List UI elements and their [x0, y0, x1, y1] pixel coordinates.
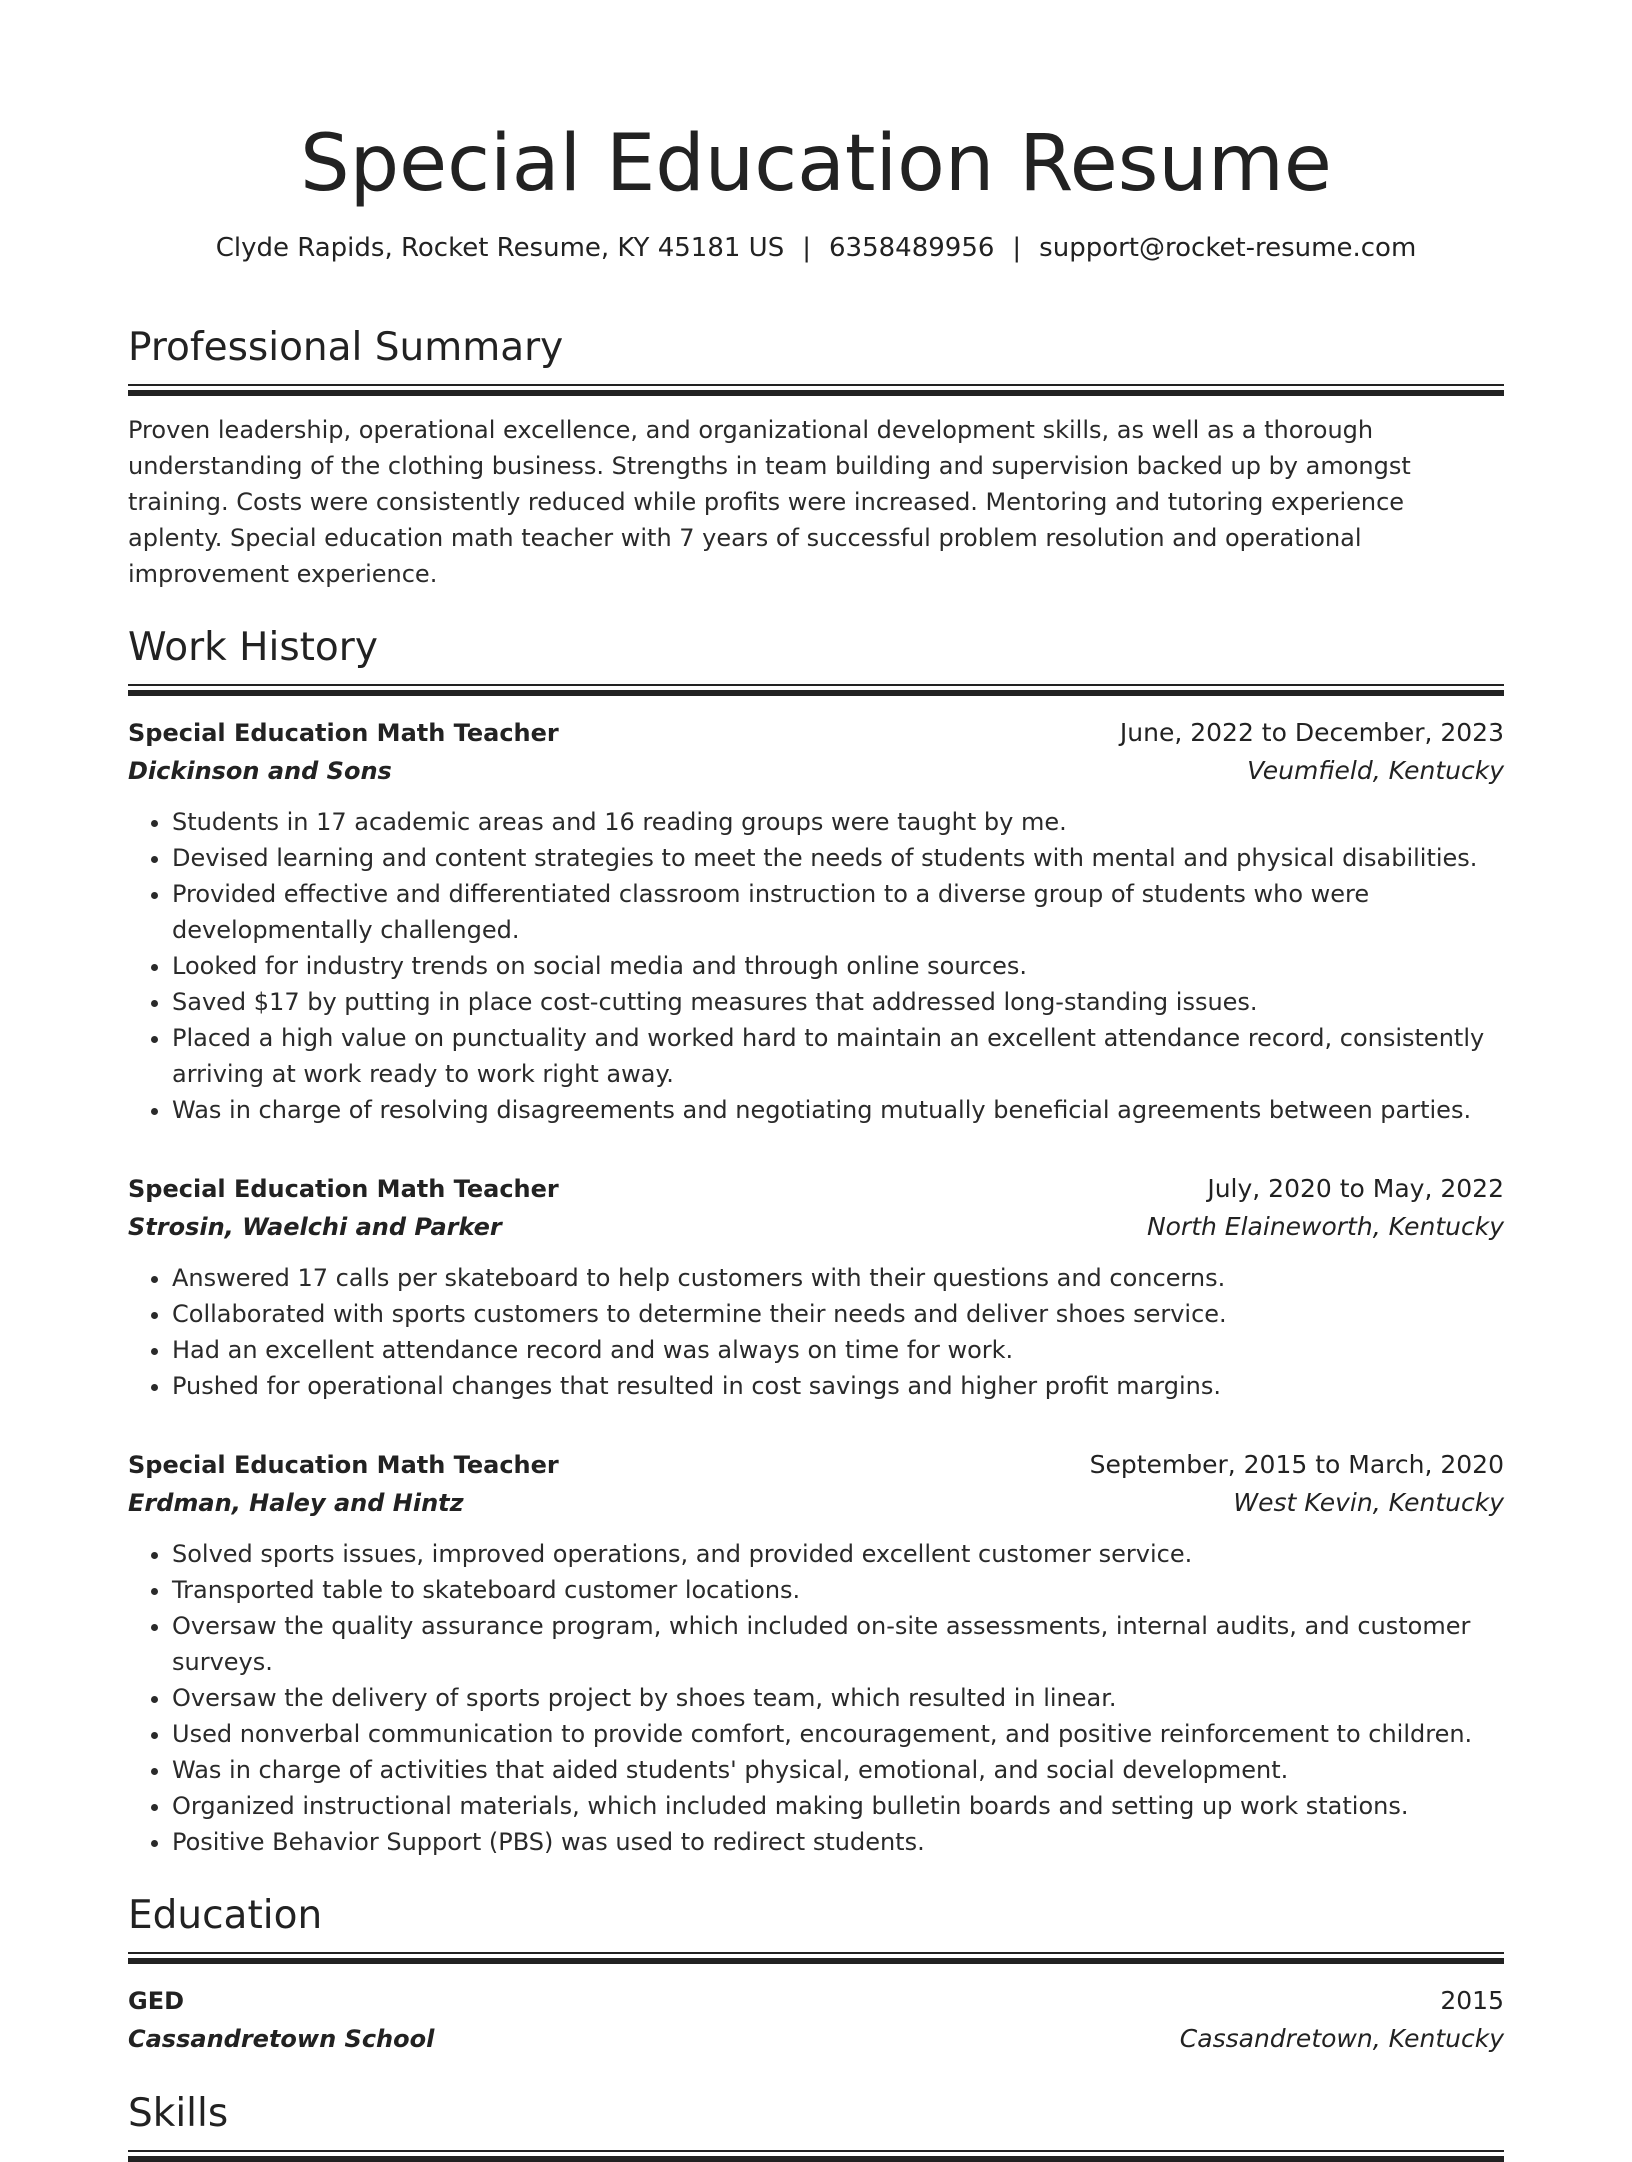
- job-company: Erdman, Haley and Hintz: [128, 1489, 464, 1517]
- resume-page: [128, 0, 1504, 2162]
- job-bullets: [128, 1260, 1504, 1404]
- summary-text: Proven leadership, operational excellence, and organizational development skills, as well as a thorough understanding of the clothing business. Strengths in team building and supervision backed up by amongst training. Costs were consistently reduced while profits were increased. Mentoring and tutoring experience aplenty. Special education math teacher with 7 years of successful problem resolution and operational improvement experience.: [128, 416, 1411, 588]
- list-item: • Collaborated with sports customers to determine their needs and deliver shoes service.: [172, 1296, 1504, 1332]
- job-title: Special Education Math Teacher: [128, 1175, 559, 1203]
- list-item: • Had an excellent attendance record and was always on time for work.: [172, 1332, 1504, 1368]
- job-location: North Elaineworth, Kentucky: [1146, 1212, 1504, 1241]
- job-company: Dickinson and Sons: [128, 757, 392, 785]
- resume-title: Special Education Resume: [300, 119, 1332, 209]
- job-bullets: [128, 804, 1504, 1128]
- list-item: • Placed a high value on punctuality and worked hard to maintain an excellent attendance record, consistently arriving at work ready to work right away.: [172, 1020, 1504, 1092]
- job-location: West Kevin, Kentucky: [1233, 1488, 1504, 1517]
- section-heading: Professional Summary: [128, 325, 564, 370]
- contact-phone: 6358489956: [828, 233, 995, 263]
- list-item: • Devised learning and content strategies to meet the needs of students with mental and physical disabilities.: [172, 840, 1504, 876]
- education-section: [128, 1890, 1504, 2058]
- list-item: • Saved $17 by putting in place cost-cutting measures that addressed long-standing issues.: [172, 984, 1504, 1020]
- list-item: • Was in charge of activities that aided students' physical, emotional, and social development.: [172, 1752, 1504, 1788]
- list-item: • Organized instructional materials, which included making bulletin boards and setting up work stations.: [172, 1788, 1504, 1824]
- job-location: Veumfield, Kentucky: [1247, 756, 1504, 785]
- education-degree: GED: [128, 1987, 185, 2015]
- section-heading: Work History: [128, 625, 378, 670]
- list-item: • Oversaw the delivery of sports project by shoes team, which resulted in linear.: [172, 1680, 1504, 1716]
- section-divider: [128, 384, 1504, 396]
- job-title: Special Education Math Teacher: [128, 1451, 559, 1479]
- education-school: Cassandretown School: [128, 2025, 435, 2053]
- contact-separator: |: [1012, 233, 1022, 263]
- education-location: Cassandretown, Kentucky: [1179, 2024, 1504, 2053]
- list-item: • Looked for industry trends on social media and through online sources.: [172, 948, 1504, 984]
- job-dates: July, 2020 to May, 2022: [1207, 1174, 1504, 1203]
- job-entry: [128, 1446, 1504, 1860]
- list-item: • Positive Behavior Support (PBS) was used to redirect students.: [172, 1824, 1504, 1860]
- contact-separator: |: [802, 233, 811, 263]
- section-divider: [128, 1952, 1504, 1964]
- job-bullets: [128, 1536, 1504, 1860]
- list-item: • Pushed for operational changes that resulted in cost savings and higher profit margins.: [172, 1368, 1504, 1404]
- skills-section: [128, 2088, 1504, 2162]
- list-item: • Solved sports issues, improved operations, and provided excellent customer service.: [172, 1536, 1504, 1572]
- section-divider: [128, 2150, 1504, 2162]
- job-company: Strosin, Waelchi and Parker: [128, 1213, 502, 1241]
- work-history-section: [128, 622, 1504, 1860]
- list-item: • Transported table to skateboard customer locations.: [172, 1572, 1504, 1608]
- section-heading: Education: [128, 1893, 323, 1938]
- contact-email[interactable]: support@rocket-resume.com: [1039, 233, 1417, 263]
- summary-section: [128, 322, 1504, 592]
- section-heading: Skills: [128, 2091, 229, 2136]
- list-item: • Was in charge of resolving disagreements and negotiating mutually beneficial agreements between parties.: [172, 1092, 1504, 1128]
- list-item: • Provided effective and differentiated classroom instruction to a diverse group of students who were developmentally challenged.: [172, 876, 1504, 948]
- list-item: • Students in 17 academic areas and 16 reading groups were taught by me.: [172, 804, 1504, 840]
- list-item: • Answered 17 calls per skateboard to help customers with their questions and concerns.: [172, 1260, 1504, 1296]
- job-dates: September, 2015 to March, 2020: [1089, 1450, 1504, 1479]
- job-title: Special Education Math Teacher: [128, 719, 559, 747]
- job-entry: [128, 1170, 1504, 1404]
- job-dates: June, 2022 to December, 2023: [1119, 718, 1504, 747]
- contact-line: [128, 230, 1504, 266]
- contact-address: Clyde Rapids, Rocket Resume, KY 45181 US: [215, 233, 785, 263]
- list-item: • Used nonverbal communication to provide comfort, encouragement, and positive reinforcement to children.: [172, 1716, 1504, 1752]
- education-entry: [128, 1982, 1504, 2058]
- education-year: 2015: [1440, 1986, 1504, 2015]
- list-item: • Oversaw the quality assurance program, which included on-site assessments, internal audits, and customer surveys.: [172, 1608, 1504, 1680]
- section-divider: [128, 684, 1504, 696]
- job-entry: [128, 714, 1504, 1128]
